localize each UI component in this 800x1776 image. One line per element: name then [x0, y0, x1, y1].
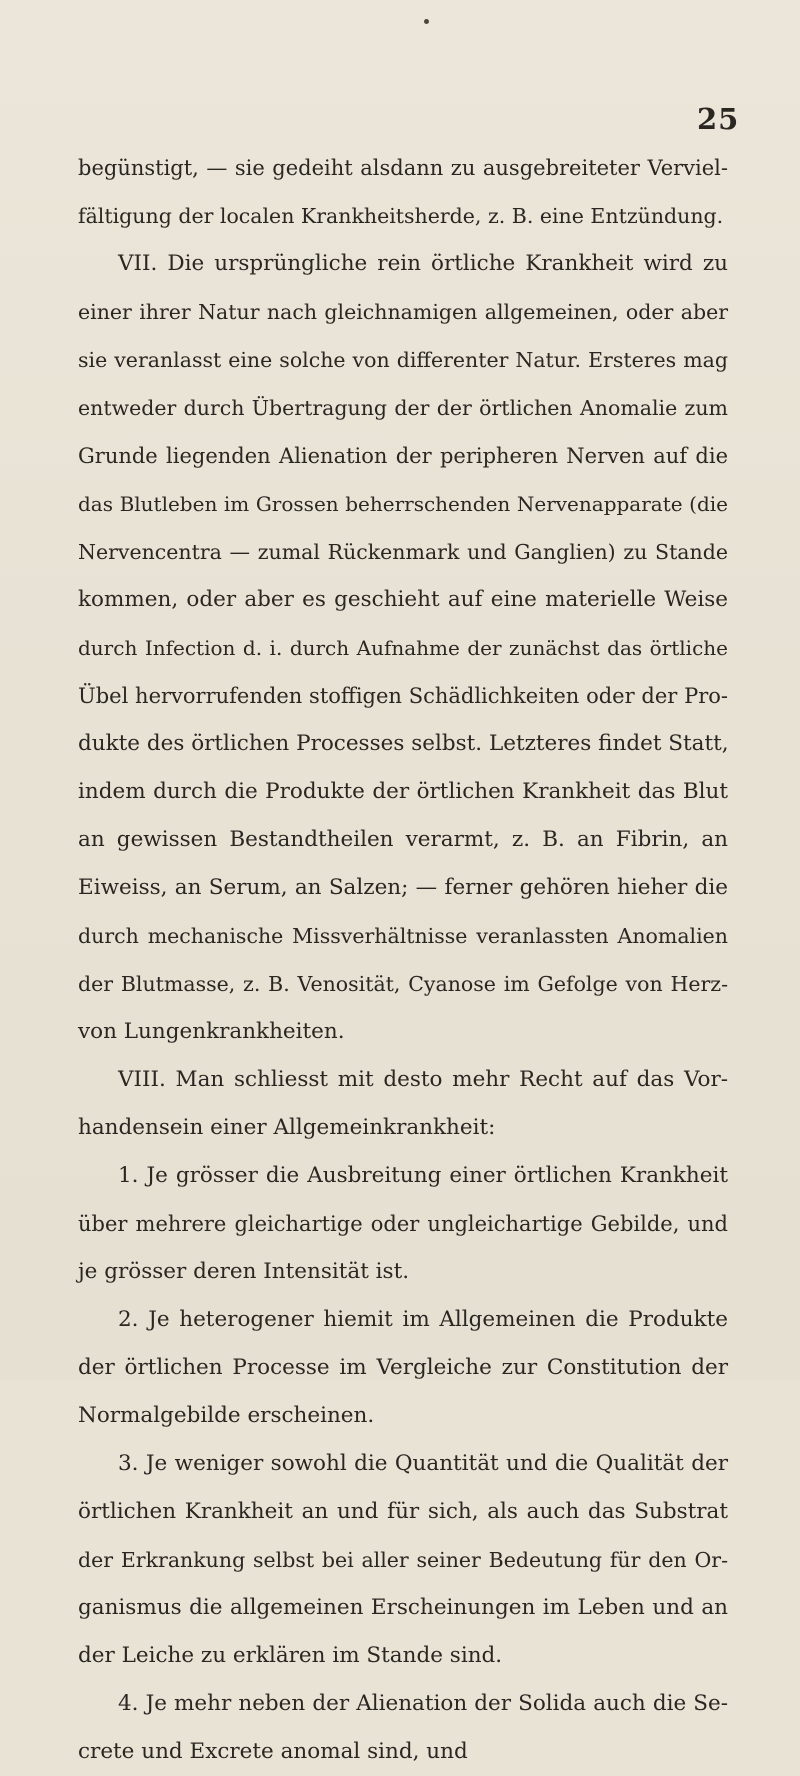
text-line: Nervencentra — zumal Rückenmark und Ganglien) zu Stande [78, 540, 728, 564]
text-line: VII. Die ursprüngliche rein örtliche Krankheit wird zu [118, 251, 728, 276]
text-line: örtlichen Krankheit an und für sich, als auch das Substrat [78, 1499, 728, 1524]
list-item-3 [78, 1440, 728, 1680]
paragraph-vii [78, 240, 728, 1056]
text-line: 3. Je weniger sowohl die Quantität und die Qualität der [118, 1451, 728, 1476]
text-line: begünstigt, — sie gedeiht alsdann zu ausgebreiteter Verviel- [78, 156, 728, 180]
text-line: der örtlichen Processe im Vergleiche zur Constitution der [78, 1355, 728, 1380]
text-line: einer ihrer Natur nach gleichnamigen allgemeinen, oder aber [78, 300, 728, 324]
paragraph-viii [78, 1056, 728, 1152]
text-line: 4. Je mehr neben der Alienation der Solida auch die Se- [118, 1691, 728, 1716]
text-line: Übel hervorrufenden stoffigen Schädlichkeiten oder der Pro- [78, 684, 728, 708]
text-line: indem durch die Produkte der örtlichen Krankheit das Blut [78, 779, 728, 804]
body-text [78, 144, 728, 1776]
text-line: 1. Je grösser die Ausbreitung einer örtlichen Krankheit [118, 1163, 728, 1188]
text-line: der Leiche zu erklären im Stande sind. [78, 1643, 503, 1668]
text-line: an gewissen Bestandtheilen verarmt, z. B. an Fibrin, an [78, 827, 728, 852]
list-item-2 [78, 1296, 728, 1440]
text-line: fältigung der localen Krankheitsherde, z. B. eine Entzündung. [78, 204, 724, 228]
ink-speck [424, 19, 429, 24]
list-item-4 [78, 1680, 728, 1776]
text-line: handensein einer Allgemeinkrankheit: [78, 1115, 496, 1140]
text-line: Eiweiss, an Serum, an Salzen; — ferner gehören hieher die [78, 875, 728, 900]
text-line: ganismus die allgemeinen Erscheinungen im Leben und an [78, 1595, 728, 1620]
text-line: entweder durch Übertragung der der örtlichen Anomalie zum [78, 396, 728, 420]
text-line: dukte des örtlichen Processes selbst. Letzteres findet Statt, [78, 731, 729, 756]
list-item-1 [78, 1152, 728, 1296]
page-number: 25 [697, 102, 740, 136]
text-line: je grösser deren Intensität ist. [78, 1259, 410, 1284]
text-line: von Lungenkrankheiten. [78, 1019, 345, 1044]
text-line: das Blutleben im Grossen beherrschenden Nervenapparate (die [78, 492, 728, 516]
text-line: durch mechanische Missverhältnisse veranlassten Anomalien [78, 924, 728, 948]
paragraph-continuation [78, 144, 728, 240]
text-line: durch Infection d. i. durch Aufnahme der zunächst das örtliche [78, 636, 728, 660]
text-line: sie veranlasst eine solche von differenter Natur. Ersteres mag [78, 348, 728, 372]
text-line: Normalgebilde erscheinen. [78, 1403, 375, 1428]
text-line: über mehrere gleichartige oder ungleichartige Gebilde, und [78, 1212, 728, 1236]
text-line: 2. Je heterogener hiemit im Allgemeinen die Produkte [118, 1307, 728, 1332]
text-line: kommen, oder aber es geschieht auf eine materielle Weise [78, 587, 728, 612]
text-line: der Blutmasse, z. B. Venosität, Cyanose im Gefolge von Herz- [78, 972, 728, 996]
text-line: Grunde liegenden Alienation der peripheren Nerven auf die [78, 444, 728, 468]
text-line: der Erkrankung selbst bei aller seiner Bedeutung für den Or- [78, 1548, 728, 1572]
text-line: VIII. Man schliesst mit desto mehr Recht auf das Vor- [118, 1067, 728, 1092]
text-line: crete und Excrete anomal sind, und [78, 1739, 468, 1764]
